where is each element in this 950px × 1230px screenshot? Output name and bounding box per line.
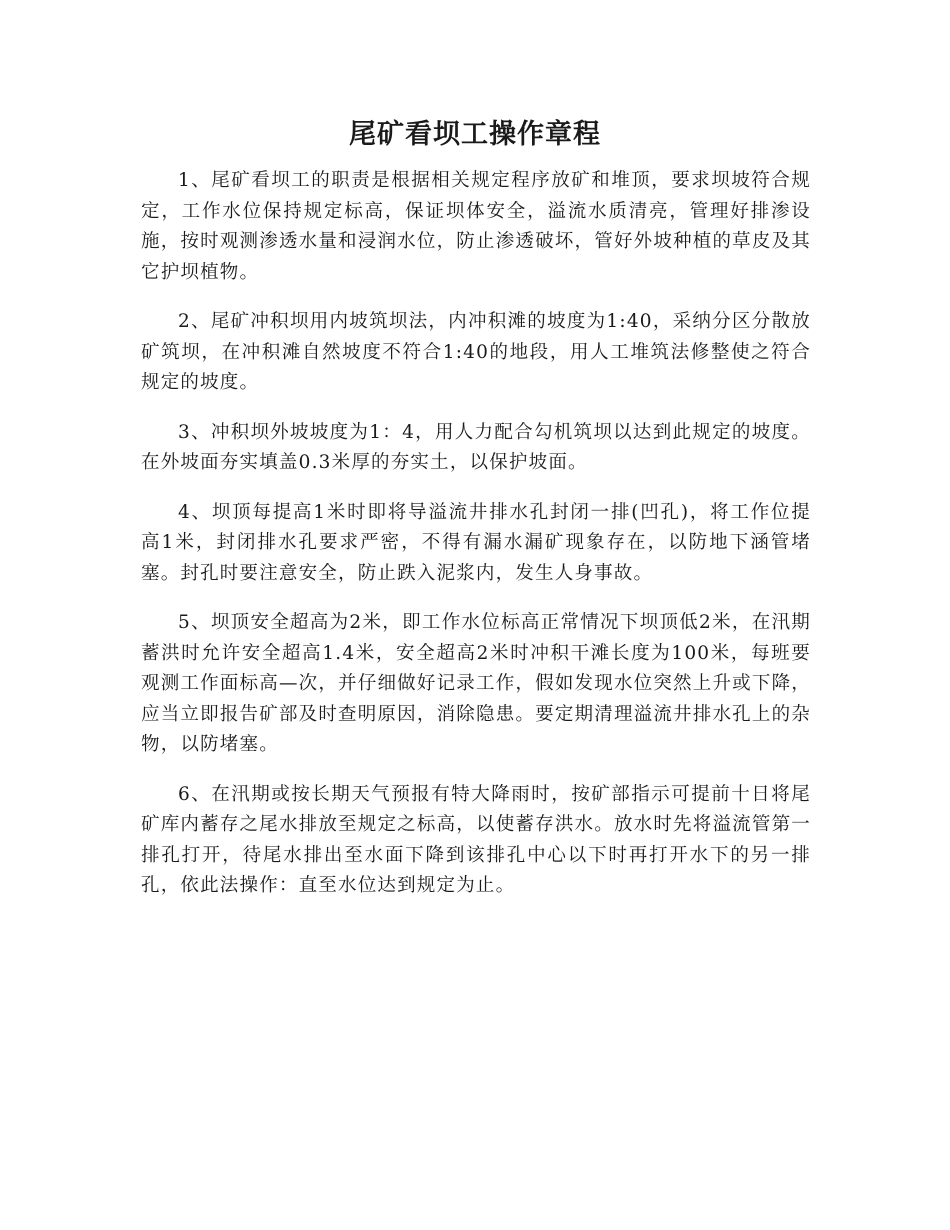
paragraph-3: 3、冲积坝外坡坡度为1：4，用人力配合勾机筑坝以达到此规定的坡度。在外坡面夯实填盖0.3米厚的夯实土，以保护坡面。 [141, 421, 811, 473]
paragraph-2: 2、尾矿冲积坝用内坡筑坝法，内冲积滩的坡度为1:40，采纳分区分散放矿筑坝，在冲积滩自然坡度不符合1:40的地段，用人工堆筑法修整使之符合规定的坡度。 [141, 311, 811, 393]
document-title: 尾矿看坝工操作章程 [349, 119, 601, 150]
paragraph-5: 5、坝顶安全超高为2米，即工作水位标高正常情况下坝顶低2米，在汛期蓄洪时允许安全超高1.4米，安全超高2米时冲积干滩长度为100米，每班要观测工作面标高—次，并仔细做好记录工作，假如发现水位突然上升或下降，应当立即报告矿部及时查明原因，消除隐患。要定期清理溢流井排水孔上的杂物，以防堵塞。 [141, 612, 811, 755]
paragraph-6: 6、在汛期或按长期天气预报有特大降雨时，按矿部指示可提前十日将尾矿库内蓄存之尾水排放至规定之标高，以使蓄存洪水。放水时先将溢流管第一排孔打开，待尾水排出至水面下降到该排孔中心以下时再打开水下的另一排孔，依此法操作：直至水位达到规定为止。 [141, 783, 811, 896]
paragraph-1: 1、尾矿看坝工的职责是根据相关规定程序放矿和堆顶，要求坝坡符合规定，工作水位保持规定标高，保证坝体安全，溢流水质清亮，管理好排渗设施，按时观测渗透水量和浸润水位，防止渗透破坏，管好外坡种植的草皮及其它护坝植物。 [141, 170, 811, 283]
document-body [141, 166, 811, 921]
paragraph-4: 4、坝顶每提高1米时即将导溢流井排水孔封闭一排(凹孔)，将工作位提高1米，封闭排水孔要求严密，不得有漏水漏矿现象存在，以防地下涵管堵塞。封孔时要注意安全，防止跌入泥浆内，发生人身事故。 [141, 501, 811, 584]
